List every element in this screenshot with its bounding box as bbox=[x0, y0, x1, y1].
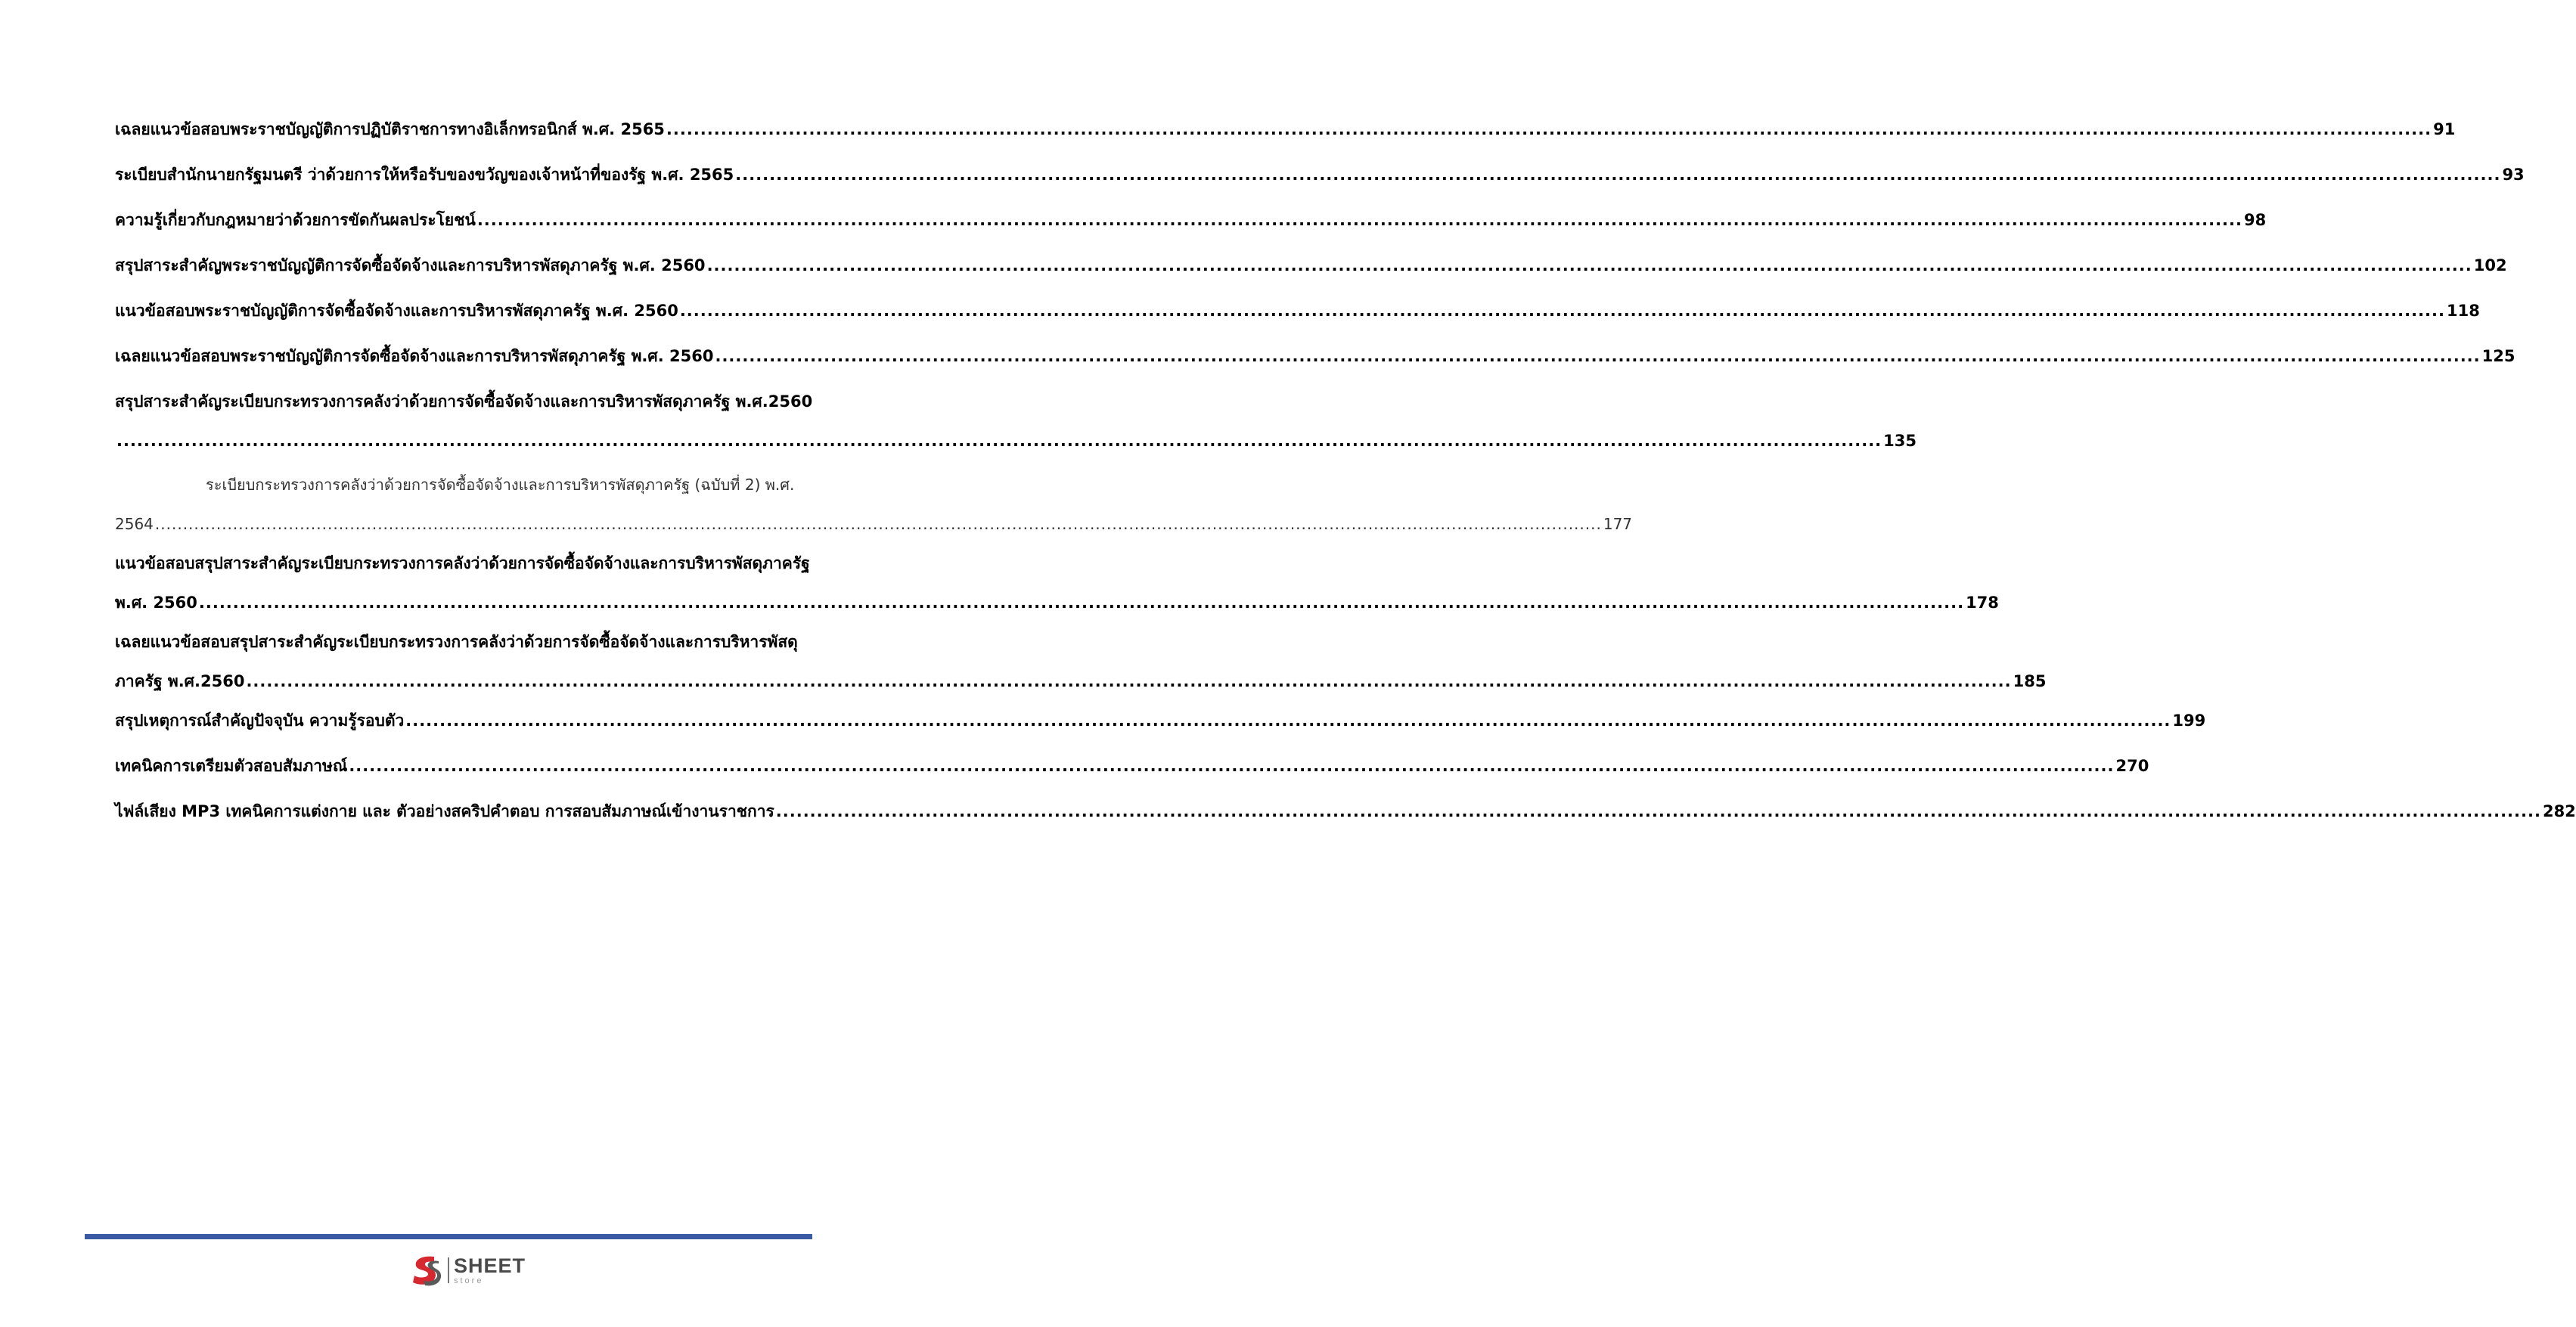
toc-entry-title: เฉลยแนวข้อสอบพระราชบัญญัติการปฏิบัติราชการทางอิเล็กทรอนิกส์ พ.ศ. 2565 bbox=[115, 120, 665, 138]
dot-leader bbox=[715, 345, 2480, 367]
toc-line bbox=[115, 429, 1917, 452]
toc-line bbox=[115, 755, 2149, 777]
toc-entry-page: 98 bbox=[2243, 211, 2267, 229]
dot-leader bbox=[405, 709, 2171, 732]
toc-entry[interactable] bbox=[115, 709, 2206, 732]
toc-line bbox=[115, 209, 2267, 231]
toc-entry[interactable] bbox=[115, 552, 1999, 614]
toc-line bbox=[115, 118, 2456, 141]
dot-leader bbox=[680, 299, 2445, 322]
toc-entry-page: 125 bbox=[2481, 347, 2515, 365]
toc-entry[interactable] bbox=[115, 118, 2456, 141]
toc-line bbox=[115, 709, 2206, 732]
dot-leader bbox=[707, 254, 2472, 277]
toc-entry[interactable] bbox=[115, 631, 2047, 693]
sheet-store-logo bbox=[408, 1252, 526, 1288]
toc-entry-page: 177 bbox=[1603, 515, 1633, 533]
toc-entry-title: เฉลยแนวข้อสอบพระราชบัญญัติการจัดซื้อจัดจ้างและการบริหารพัสดุภาครัฐ พ.ศ. 2560 bbox=[115, 347, 714, 365]
dot-leader bbox=[477, 209, 2242, 231]
toc-entry-title: สรุปเหตุการณ์สำคัญปัจจุบัน ความรู้รอบตัว bbox=[115, 712, 405, 730]
toc-entry-title: สรุปสาระสำคัญพระราชบัญญัติการจัดซื้อจัดจ้างและการบริหารพัสดุภาครัฐ พ.ศ. 2560 bbox=[115, 256, 706, 274]
dot-leader bbox=[116, 429, 1882, 452]
toc-entry-page: 91 bbox=[2433, 120, 2456, 138]
toc-entry-title-line2: ภาครัฐ พ.ศ.2560 bbox=[115, 672, 245, 690]
toc-entry-title-line1: ระเบียบกระทรวงการคลังว่าด้วยการจัดซื้อจัดจ้างและการบริหารพัสดุภาครัฐ (ฉบับที่ 2) พ.ศ. bbox=[206, 476, 795, 494]
toc-entry-page: 102 bbox=[2473, 256, 2507, 274]
dot-leader bbox=[199, 591, 1964, 614]
toc-line bbox=[115, 800, 2576, 823]
toc-entry[interactable] bbox=[115, 390, 1917, 452]
toc-entry-title-line1: เฉลยแนวข้อสอบสรุปสาระสำคัญระเบียบกระทรวงการคลังว่าด้วยการจัดซื้อจัดจ้างและการบริหารพัสดุ bbox=[115, 633, 798, 651]
dot-leader bbox=[735, 163, 2500, 186]
toc-line bbox=[115, 254, 2507, 277]
toc-entry-page: 178 bbox=[1966, 594, 1999, 612]
toc-entry-title-line2: 2564 bbox=[115, 515, 154, 533]
logo-sub-text: store bbox=[454, 1276, 484, 1285]
toc-entry[interactable] bbox=[115, 755, 2149, 777]
toc-entry[interactable] bbox=[115, 473, 1633, 535]
toc-entry-page: 282 bbox=[2542, 802, 2576, 820]
toc-line bbox=[115, 513, 1633, 535]
toc-line bbox=[115, 299, 2480, 322]
dot-leader bbox=[776, 800, 2541, 823]
toc-entry-title: ความรู้เกี่ยวกับกฎหมายว่าด้วยการขัดกันผลประโยชน์ bbox=[115, 211, 476, 229]
toc-entry[interactable] bbox=[115, 163, 2525, 186]
toc-entry-page: 185 bbox=[2013, 672, 2047, 690]
toc-entry-title: แนวข้อสอบพระราชบัญญัติการจัดซื้อจัดจ้างและการบริหารพัสดุภาครัฐ พ.ศ. 2560 bbox=[115, 302, 678, 320]
toc-entry-title-line2: พ.ศ. 2560 bbox=[115, 594, 197, 612]
toc-entry-title: ระเบียบสำนักนายกรัฐมนตรี ว่าด้วยการให้หรือรับของขวัญของเจ้าหน้าที่ของรัฐ พ.ศ. 2565 bbox=[115, 166, 734, 184]
toc-entry-title-line1: สรุปสาระสำคัญระเบียบกระทรวงการคลังว่าด้วยการจัดซื้อจัดจ้างและการบริหารพัสดุภาครัฐ พ.ศ.2560 bbox=[115, 392, 813, 411]
toc-entry-page: 118 bbox=[2447, 302, 2480, 320]
dot-leader bbox=[155, 513, 1602, 535]
toc-entry-title: เทคนิคการเตรียมตัวสอบสัมภาษณ์ bbox=[115, 757, 348, 775]
logo-separator bbox=[448, 1257, 449, 1283]
toc-line bbox=[115, 591, 1999, 614]
dot-leader bbox=[246, 670, 2011, 693]
toc-entry-page: 270 bbox=[2115, 757, 2149, 775]
toc-entry-page: 199 bbox=[2172, 712, 2206, 730]
logo-text bbox=[454, 1256, 526, 1285]
toc-entry-page: 93 bbox=[2502, 166, 2525, 184]
toc-entry-page: 135 bbox=[1883, 432, 1917, 450]
toc-entry-title-line1: แนวข้อสอบสรุปสาระสำคัญระเบียบกระทรวงการคลังว่าด้วยการจัดซื้อจัดจ้างและการบริหารพัสดุภาครัฐ bbox=[115, 554, 810, 572]
toc-entry[interactable] bbox=[115, 254, 2507, 277]
toc-entry[interactable] bbox=[115, 299, 2480, 322]
toc-line bbox=[115, 670, 2047, 693]
toc-entry[interactable] bbox=[115, 209, 2267, 231]
logo-main-text: SHEET bbox=[454, 1254, 526, 1277]
toc-line bbox=[115, 345, 2515, 367]
dot-leader bbox=[349, 755, 2114, 777]
toc-entry-title: ไฟล์เสียง MP3 เทคนิคการแต่งกาย และ ตัวอย่างสคริปคำตอบ การสอบสัมภาษณ์เข้างานราชการ bbox=[115, 802, 774, 820]
footer-rule bbox=[85, 1234, 812, 1239]
sheet-store-logo-icon bbox=[408, 1252, 445, 1288]
toc-entry[interactable] bbox=[115, 345, 2515, 367]
toc-line bbox=[115, 163, 2525, 186]
toc-entry[interactable] bbox=[115, 800, 2576, 823]
dot-leader bbox=[666, 118, 2432, 141]
